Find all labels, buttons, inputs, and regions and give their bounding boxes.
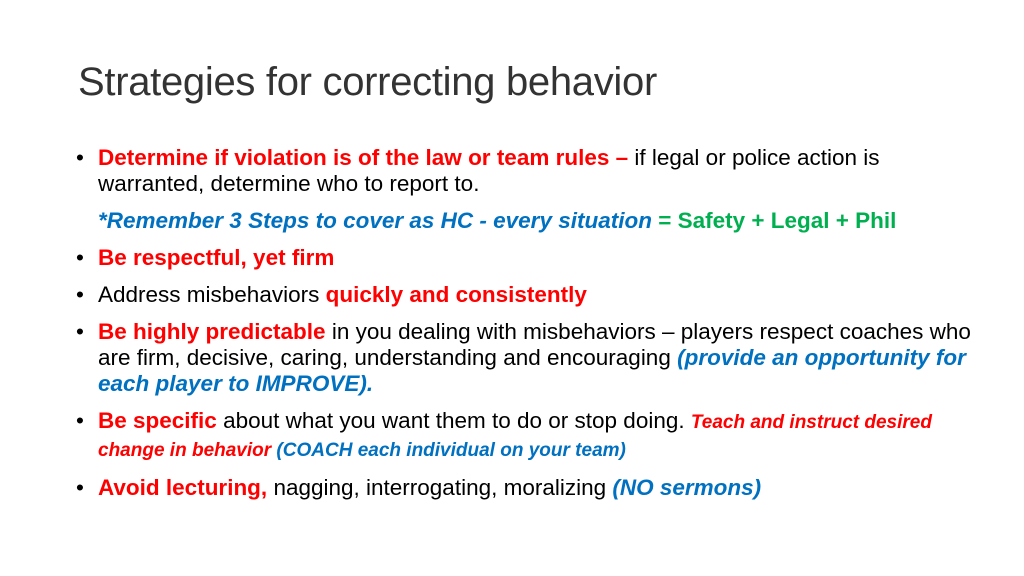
item-lead: Determine if violation is of the law or team rules – bbox=[98, 145, 629, 170]
list-item bbox=[76, 145, 976, 197]
item-blue-text: (COACH each individual on your team) bbox=[271, 440, 626, 461]
item-text: if legal or police action is warranted, determine who to report to. bbox=[98, 145, 880, 196]
item-blue-text: (provide an opportunity for each player to IMPROVE). bbox=[98, 345, 966, 396]
item-lead: Be highly predictable bbox=[98, 319, 326, 344]
list-item bbox=[76, 475, 976, 501]
bullet-icon: • bbox=[76, 475, 84, 500]
page-title: Strategies for correcting behavior bbox=[78, 60, 657, 104]
list-item bbox=[76, 408, 976, 464]
item-text: Address misbehaviors bbox=[98, 282, 326, 307]
note-green-text: = Safety + Legal + Phil bbox=[651, 208, 897, 233]
item-emphasis: quickly and consistently bbox=[325, 282, 587, 307]
bullet-icon: • bbox=[76, 408, 84, 433]
item-lead: Be respectful, yet firm bbox=[98, 245, 335, 270]
item-blue-text: (NO sermons) bbox=[612, 475, 762, 500]
bullet-icon: • bbox=[76, 245, 84, 270]
item-red-text: Teach and instruct desired change in behavior bbox=[98, 412, 932, 461]
item-lead: Be specific bbox=[98, 408, 217, 433]
item-text: nagging, interrogating, moralizing bbox=[267, 475, 613, 500]
list-item bbox=[76, 245, 976, 271]
note-blue-text: *Remember 3 Steps to cover as HC - every situation bbox=[98, 208, 652, 233]
bullet-icon: • bbox=[76, 145, 84, 170]
bullet-list bbox=[76, 145, 976, 512]
list-item bbox=[76, 319, 976, 397]
bullet-icon: • bbox=[76, 282, 84, 307]
bullet-icon: • bbox=[76, 319, 84, 344]
item-text: about what you want them to do or stop doing. bbox=[216, 408, 691, 433]
note-line bbox=[76, 208, 976, 234]
item-lead: Avoid lecturing, bbox=[98, 475, 268, 500]
item-text: in you dealing with misbehaviors – players respect coaches who are firm, decisive, caring, understanding and encouraging bbox=[98, 319, 971, 370]
list-item bbox=[76, 282, 976, 308]
